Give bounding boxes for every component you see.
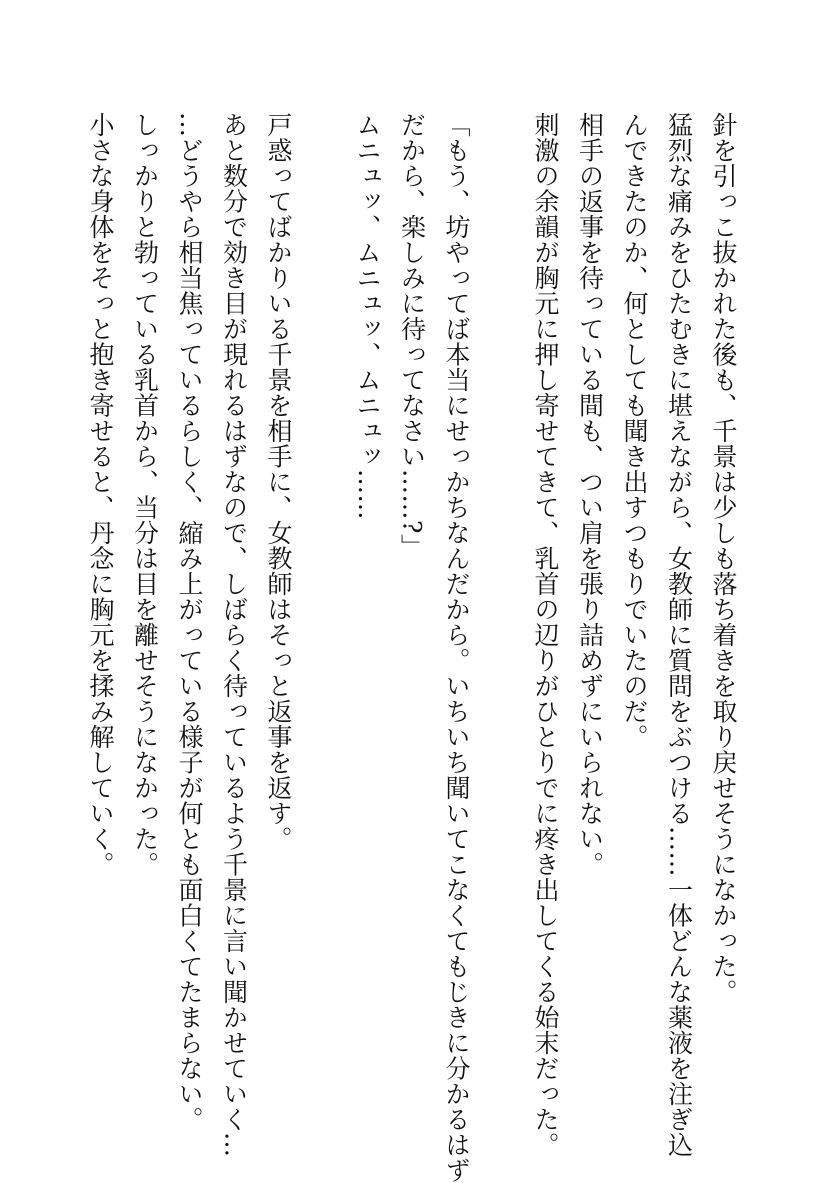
text-line: …どうやら相当焦っているらしく、縮み上がっている様子が何とも面白くてたまらない。 [175, 112, 204, 1132]
dialogue-line: 「もう、坊やってば本当にせっかちなんだから。いちいち聞いてこなくてもじきに分かるはず [442, 112, 471, 1183]
text-line: 刺激の余韻が胸元に押し寄せてきて、乳首の辺りがひとりでに疼き出してくる始末だった。 [531, 112, 560, 1158]
text-line: 相手の返事を待っている間も、つい肩を張り詰めずにいられない。 [575, 112, 605, 877]
text-line: 小さな身体をそっと抱き寄せると、丹念に胸元を揉み解していく。 [86, 112, 115, 877]
text-line: 針を引っこ抜かれた後も、千景は少しも落ち着きを取り戻せそうになかった。 [709, 112, 738, 1005]
text-line: しっかりと勃っている乳首から、当分は目を離せそうになかった。 [130, 112, 160, 877]
text-line: 戸惑ってばかりいる千景を相手に、女教師はそっと返事を返す。 [264, 112, 293, 852]
sound-effect-line: ムニュッ、ムニュッ、ムニュッ…… [353, 112, 382, 520]
text-line: んできたのか、何としても聞き出すつもりでいたのだ。 [620, 112, 649, 750]
paragraph-gap [300, 112, 345, 1102]
vertical-text-body [78, 112, 746, 1183]
text-line: あと数分で効き目が現れるはずなので、しばらく待っているよう千景に言い聞かせていく… [219, 112, 249, 1158]
dialogue-line: だから、楽しみに待ってなさい……?」 [397, 112, 427, 560]
text-line: 猛烈な痛みをひたむきに堪えながら、女教師に質問をぶつける……一体どんな薬液を注ぎ込 [664, 112, 694, 1158]
paragraph-gap [478, 112, 523, 1102]
